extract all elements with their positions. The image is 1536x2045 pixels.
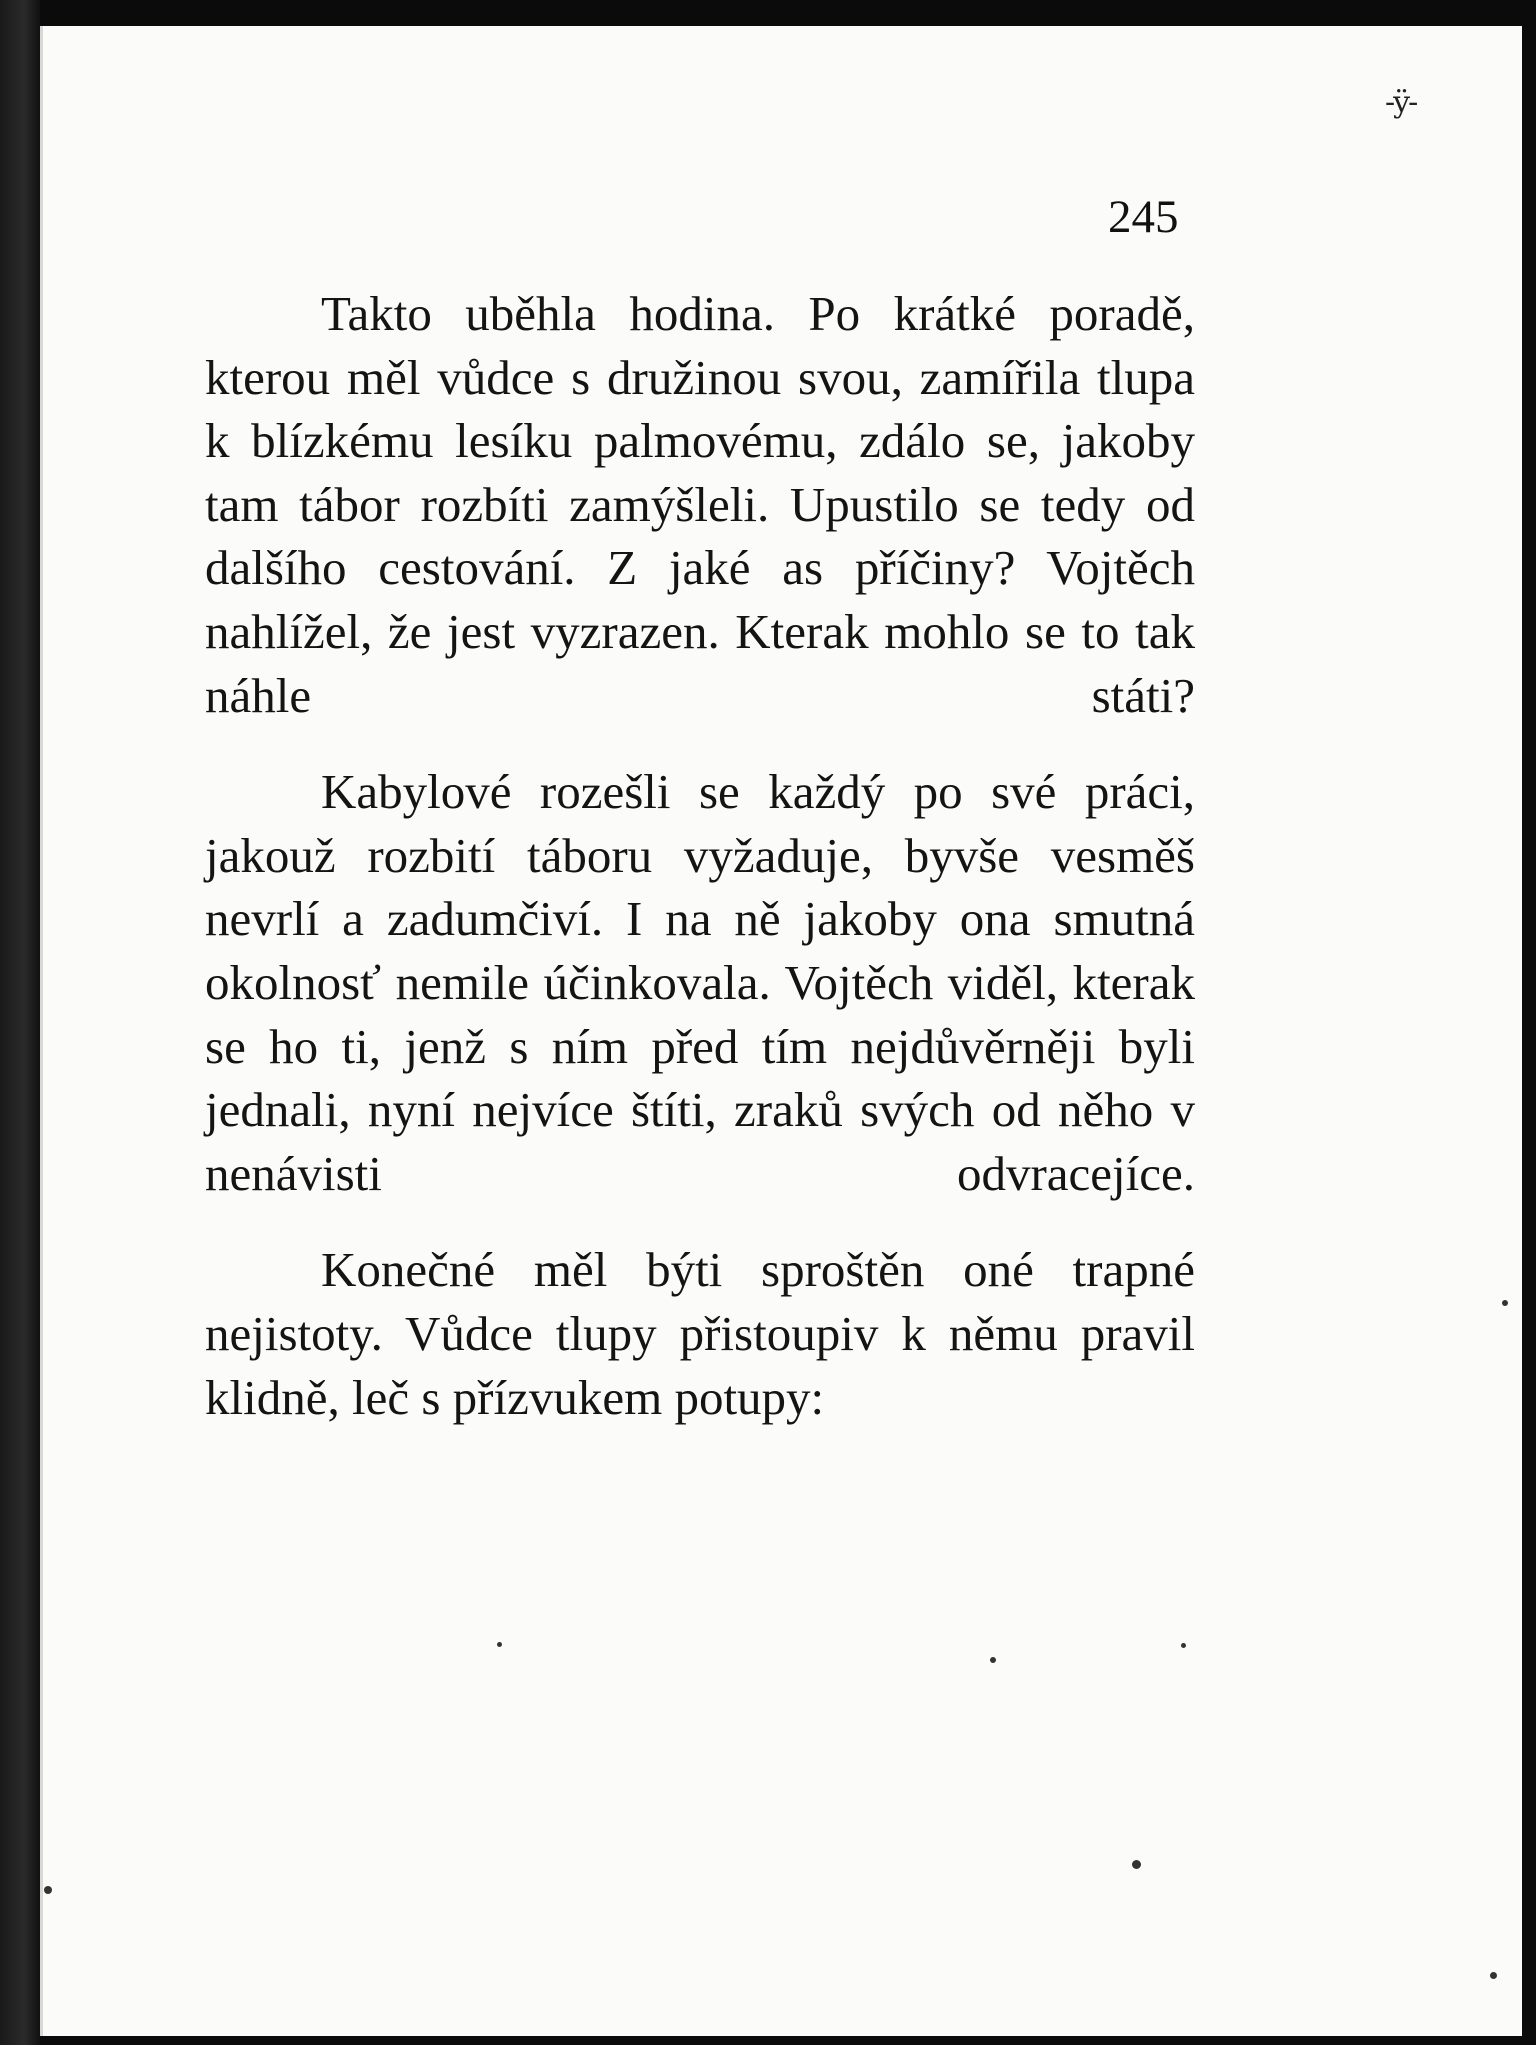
corner-mark: -ÿ- [1385,85,1417,120]
paragraph-1: Takto uběhla hodina. Po krátké poradě, kterou měl vůdce s družinou svou, zamířila tlupa k blízkému lesíku palmovému, zdálo se, jakoby tam tábor rozbíti zamýšleli. Upustilo se tedy od dalšího cestování. Z jaké as příčiny? Vojtěch nahlížel, že jest vyzrazen. Kterak mohlo se to tak náhle státi? [205,286,1195,723]
paragraph-3: Konečné měl býti sproštěn oné trapné nejistoty. Vůdce tlupy přistoupiv k němu pravil klidně, leč s přízvukem potupy: [205,1242,1195,1425]
scan-speck [44,1886,52,1894]
paragraph-2: Kabylové rozešli se každý po své práci, jakouž rozbití táboru vyžaduje, byvše vesměš nevrlí a zadumčiví. I na ně jakoby ona smutná okolnosť nemile účinkovala. Vojtěch viděl, kterak se ho ti, jenž s ním před tím nejdůvěrněji byli jednali, nyní nejvíce štíti, zraků svých od něho v nenávisti odvracejíce. [205,764,1195,1201]
scan-speck [990,1657,996,1663]
body-text [205,282,1195,1462]
page-right-edge [1522,26,1536,2045]
scan-speck [1490,1972,1497,1979]
scan-speck [1132,1860,1141,1869]
scan-speck [1181,1643,1186,1648]
book-spine-shadow [0,0,40,2045]
scan-speck [497,1642,502,1647]
scan-speck [1502,1300,1508,1306]
page-number: 245 [1108,191,1179,243]
